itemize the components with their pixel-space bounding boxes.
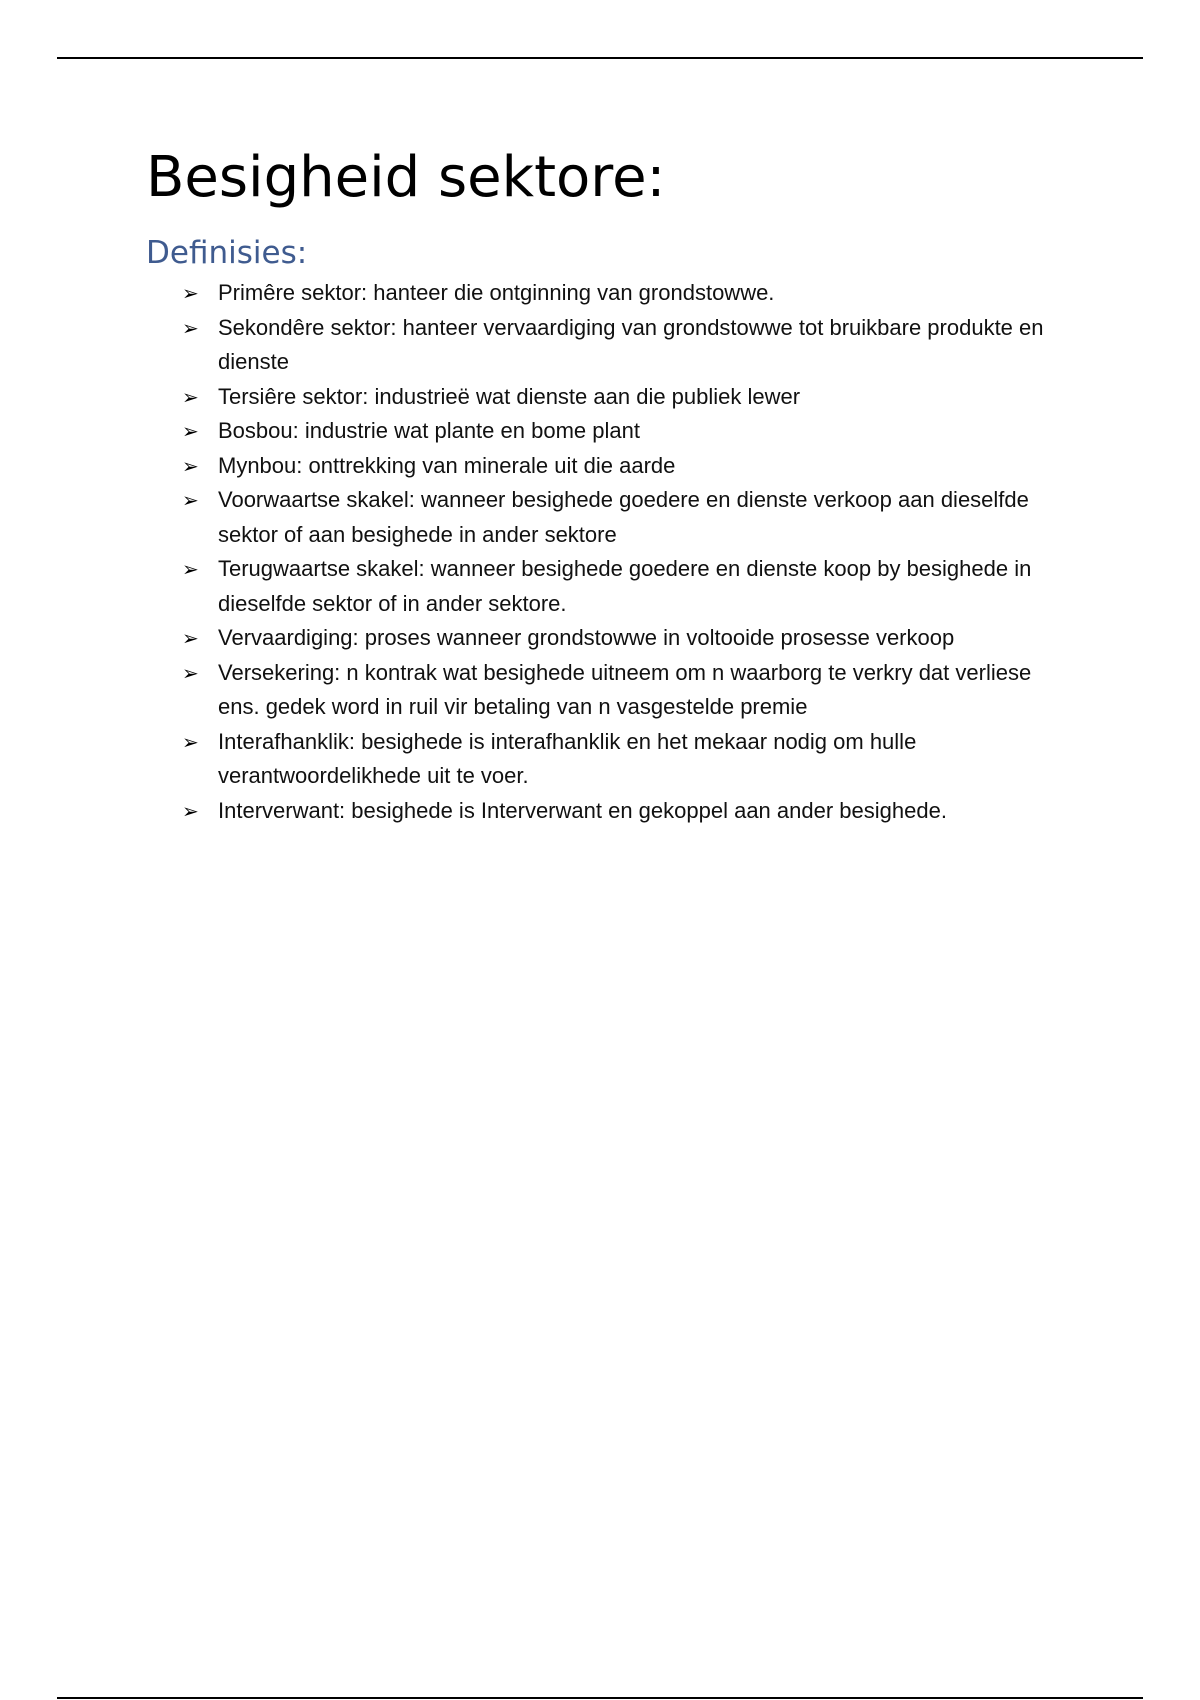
section-heading: Definisies:	[146, 235, 308, 271]
arrowhead-bullet-icon: ➢	[182, 384, 199, 409]
definition-text: Vervaardiging: proses wanneer grondstowwe in voltooide prosesse verkoop	[218, 625, 955, 650]
list-item	[180, 621, 1060, 656]
definition-text: Bosbou: industrie wat plante en bome plant	[218, 418, 640, 443]
arrowhead-bullet-icon: ➢	[182, 315, 199, 340]
arrowhead-bullet-icon: ➢	[182, 798, 199, 823]
arrowhead-bullet-icon: ➢	[182, 488, 199, 512]
header-rule	[57, 57, 1143, 59]
arrowhead-bullet-icon: ➢	[182, 729, 199, 754]
definition-text: Tersiêre sektor: industrieë wat dienste aan die publiek lewer	[218, 383, 801, 409]
definition-text: Versekering: n kontrak wat besighede uitneem om n waarborg te verkry dat verliese ens. gedek word in ruil vir betaling van n vasgestelde premie	[218, 659, 1032, 719]
arrowhead-bullet-icon: ➢	[182, 453, 199, 478]
definition-text: Primêre sektor: hanteer die ontginning van grondstowwe.	[218, 280, 775, 305]
definitions-list	[180, 276, 1060, 828]
list-item	[180, 725, 1060, 794]
definition-text: Terugwaartse skakel: wanneer besighede goedere en dienste koop by besighede in dieselfde sektor of in ander sektore.	[218, 556, 1032, 616]
definition-text: Sekondêre sektor: hanteer vervaardiging van grondstowwe tot bruikbare produkte en dienste	[218, 314, 1044, 374]
arrowhead-bullet-icon: ➢	[182, 281, 199, 305]
arrowhead-bullet-icon: ➢	[182, 419, 199, 443]
list-item	[180, 311, 1060, 380]
list-item	[180, 380, 1060, 415]
list-item	[180, 656, 1060, 725]
definition-text: Interafhanklik: besighede is interafhanklik en het mekaar nodig om hulle verantwoordelikhede uit te voer.	[218, 728, 917, 788]
arrowhead-bullet-icon: ➢	[182, 557, 199, 581]
definition-text: Interverwant: besighede is Interverwant en gekoppel aan ander besighede.	[218, 797, 947, 823]
list-item	[180, 449, 1060, 484]
arrowhead-bullet-icon: ➢	[182, 626, 199, 650]
list-item	[180, 483, 1060, 552]
list-item	[180, 414, 1060, 449]
list-item	[180, 276, 1060, 311]
list-item	[180, 794, 1060, 829]
footer-rule	[57, 1697, 1143, 1699]
arrowhead-bullet-icon: ➢	[182, 660, 199, 685]
definition-text: Mynbou: onttrekking van minerale uit die aarde	[218, 452, 676, 478]
definition-text: Voorwaartse skakel: wanneer besighede goedere en dienste verkoop aan dieselfde sektor of aan besighede in ander sektore	[218, 487, 1029, 547]
page-title: Besigheid sektore:	[146, 145, 666, 210]
list-item	[180, 552, 1060, 621]
